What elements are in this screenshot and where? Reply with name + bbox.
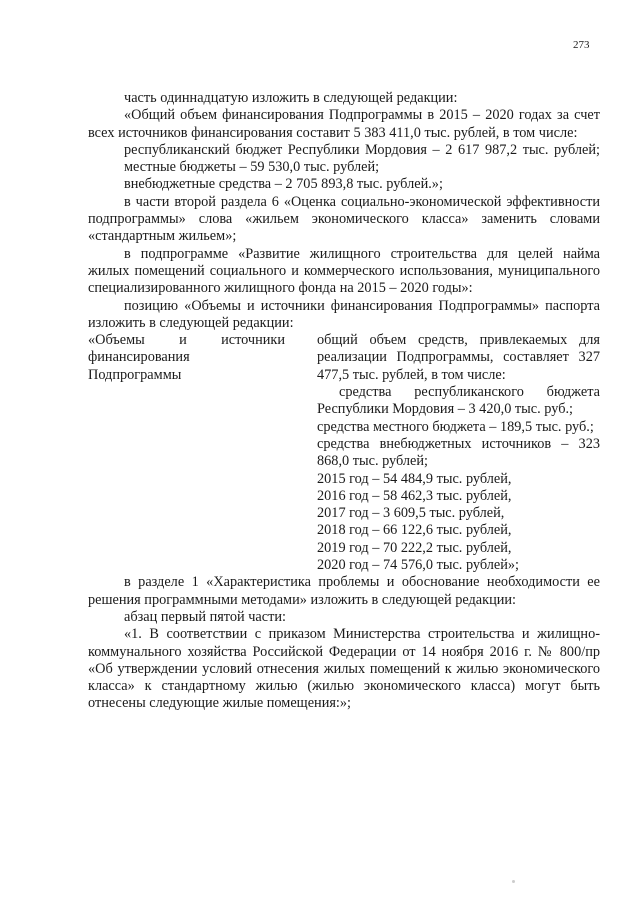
paragraph: внебюджетные средства – 2 705 893,8 тыс. рублей.»; — [124, 176, 443, 193]
table-right-cell — [317, 332, 600, 574]
passport-table — [88, 332, 600, 574]
table-left-cell — [88, 332, 285, 574]
paragraph: местные бюджеты – 59 530,0 тыс. рублей; — [124, 159, 380, 176]
table-right-line: средства внебюджетных источников – 323 868,0 тыс. рублей; — [317, 435, 600, 470]
table-right-line: общий объем средств, привлекаемых для реализации Подпрограммы, составляет 327 477,5 тыс. рублей, в том числе: — [317, 332, 600, 383]
paragraph: в подпрограмме «Развитие жилищного строительства для целей найма жилых помещений социального и коммерческого использования, муниципального специализированного жилищного фонда на 2015 – 2020 годы»: — [88, 245, 600, 297]
table-right-line: средства республиканского бюджета Республики Мордовия – 3 420,0 тыс. руб.; — [317, 384, 600, 418]
table-right-line: 2020 год – 74 576,0 тыс. рублей»; — [317, 557, 520, 574]
paragraph: позицию «Объемы и источники финансирования Подпрограммы» паспорта изложить в следующей редакции: — [88, 297, 600, 331]
table-right-line: 2019 год – 70 222,2 тыс. рублей, — [317, 539, 512, 556]
paragraph: «Общий объем финансирования Подпрограммы в 2015 – 2020 годах за счет всех источников финансирования составит 5 383 411,0 тыс. рублей, в том числе: — [88, 107, 600, 141]
page-number: 273 — [573, 39, 590, 51]
table-right-line: 2017 год – 3 609,5 тыс. рублей, — [317, 505, 505, 522]
paragraph: «1. В соответствии с приказом Министерства строительства и жилищно-коммунального хозяйства Российской Федерации от 14 ноября 2016 г. № 800/пр «Об утверждении условий отнесения жилых помещений к жилью экономического класса» к стандартному жилью (жилью экономического класса) могут быть отнесены следующие жилые помещения:»; — [88, 626, 600, 712]
paragraph: часть одиннадцатую изложить в следующей редакции: — [124, 90, 458, 106]
table-right-line: 2018 год – 66 122,6 тыс. рублей, — [317, 522, 512, 539]
scan-dot — [512, 880, 515, 883]
document-body — [88, 90, 600, 713]
paragraph: в части второй раздела 6 «Оценка социально-экономической эффективности подпрограммы» слова «жильем экономического класса» заменить словами «стандартным жильем»; — [88, 193, 600, 245]
paragraph: в разделе 1 «Характеристика проблемы и обоснование необходимости ее решения программными методами» изложить в следующей редакции: — [88, 574, 600, 608]
paragraph: республиканский бюджет Республики Мордовия – 2 617 987,2 тыс. рублей; — [124, 141, 600, 158]
table-left-text: «Объемы и источники финансирования Подпрограммы — [88, 332, 285, 383]
table-right-line: средства местного бюджета – 189,5 тыс. руб.; — [317, 418, 594, 435]
table-right-line: 2015 год – 54 484,9 тыс. рублей, — [317, 470, 512, 487]
paragraph: абзац первый пятой части: — [124, 608, 286, 625]
table-right-line: 2016 год – 58 462,3 тыс. рублей, — [317, 487, 512, 504]
